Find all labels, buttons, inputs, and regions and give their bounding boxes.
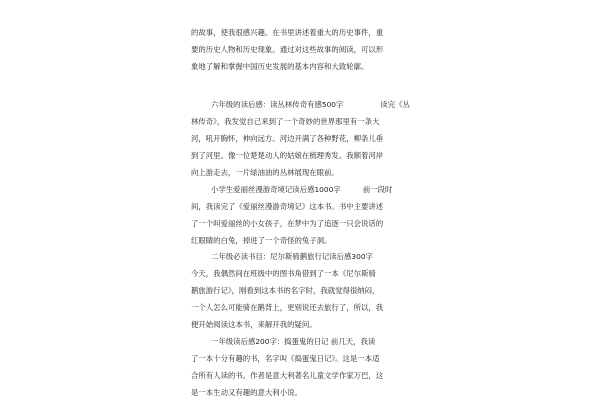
paragraph-line: 到了河里。像一位楚楚动人的姑娘在梳理秀发。我顺着河岸 — [191, 151, 384, 160]
paragraph-line: 要的历史人物和历史现象。通过对这些故事的阅读，可以形 — [191, 45, 384, 54]
paragraph-line: 是一本生动又有趣的意大利小说。 — [191, 388, 302, 397]
paragraph-line: 便开始阅读这本书，来解开我的疑问。 — [191, 320, 317, 329]
heading-line: 一年级读后感200字：捣蛋鬼的日记 前几天，我读 — [211, 337, 376, 346]
paragraph-line: 鹅旅游行记》，刚看到这本书的名字时，我就觉得很纳闷， — [191, 286, 380, 295]
paragraph-line: 象地了解和掌握中国历史发展的基本内容和大致轮廓。 — [191, 62, 369, 71]
paragraph-line: 了一本十分有趣的书，名字叫《捣蛋鬼日记》。这是一本适 — [191, 354, 380, 363]
paragraph-line: 向上游走去，一片绿油油的丛林展现在眼前。 — [191, 168, 339, 177]
paragraph-line: 合所有人读的书。作者是意大利著名儿童文学作家万巴，这 — [191, 371, 384, 380]
paragraph-line: 一个人怎么可能骑在鹅背上，更别说还去旅行了，所以，我 — [191, 303, 384, 312]
paragraph-line: 河，吼开胸怀，伸向远方。河边开满了各种野花，柳条儿垂 — [191, 134, 384, 143]
paragraph-line: 林传奇》，我发觉自己来到了一个奇妙的世界那里有一条大 — [191, 117, 380, 126]
heading-line: 六年级的读后感：读丛林传奇有感500字 读完《丛 — [211, 100, 410, 109]
heading-line: 二年级必读书目：尼尔斯骑鹅旅行记读后感300字 — [211, 252, 373, 261]
paragraph-line: 的故事，使我很感兴趣。在书里讲述着重大的历史事件，重 — [191, 28, 384, 37]
paragraph-line: 间，我读完了《爱丽丝漫游奇境记》这本书。书中主要讲述 — [191, 202, 384, 211]
paragraph-line: 了一个叫爱丽丝的小女孩子，在梦中为了追逐一只会说话的 — [191, 219, 384, 228]
heading-line: 小学生爱丽丝漫游奇境记读后感1000字 前一段时 — [211, 185, 393, 194]
paragraph-line: 红眼睛的白兔，掉进了一个奇怪的兔子洞。 — [191, 236, 332, 245]
paragraph-line: 今天，我偶然间在班级中的图书角借到了一本《尼尔斯骑 — [191, 269, 376, 278]
